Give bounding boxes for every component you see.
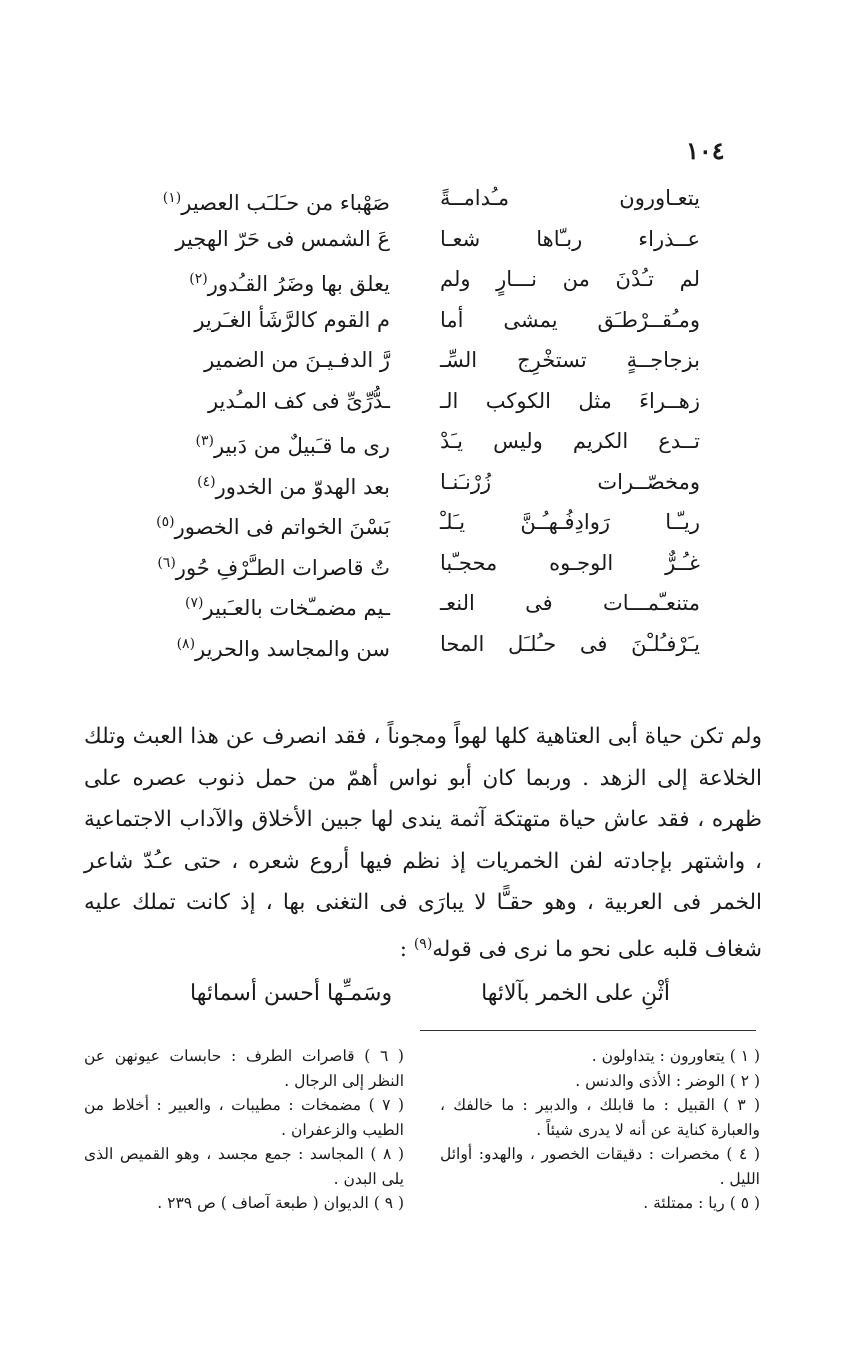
verse-second-hemistich xyxy=(130,381,390,421)
prose-paragraph xyxy=(84,716,762,970)
prose-end: : xyxy=(399,936,414,962)
footnote: ( ٧ ) مضمخات : مطيبات ، والعبير : أخلاط من الطيب والزعفران . xyxy=(84,1096,404,1139)
verse-second-hemistich-text: بَسْنَ الخواتم فى الخصور xyxy=(174,515,390,539)
footnote: ( ٤ ) مخصرات : دقيقات الخصور ، والهدو: أوائل الليل . xyxy=(440,1145,760,1188)
verse-first-hemistich: زهــراءَ مثل الكوكب الـ xyxy=(440,388,700,413)
footnote: ( ٣ ) القبيل : ما قابلك ، والدبير : ما خالفك ، والعبارة كناية عن أنه لا يدرى شيئاً . xyxy=(440,1096,760,1139)
verse-footnote-marker: (٣) xyxy=(195,433,214,449)
verse-footnote-marker: (٨) xyxy=(176,635,196,652)
verse-second-hemistich xyxy=(130,502,390,547)
verse-first-hemistich: عــذراء ربـّاها شعـا xyxy=(440,226,700,251)
verse-second-hemistich-text: يعلق بها وضَرُ القـُدور xyxy=(207,272,390,296)
poem-verse xyxy=(140,219,700,260)
poem-verse xyxy=(140,178,700,219)
prose-footnote-marker: (٩) xyxy=(413,935,433,952)
poem-verse xyxy=(140,381,700,422)
verse-second-hemistich xyxy=(130,543,390,588)
footnote: ( ٩ ) الديوان ( طبعة آصاف ) ص ٢٣٩ . xyxy=(157,1194,404,1212)
poem-verse xyxy=(140,340,700,381)
verse-second-hemistich xyxy=(130,340,390,380)
verse-footnote-marker: (٢) xyxy=(189,271,208,287)
verse-first-hemistich: يتعـاورون مـُدامــةً xyxy=(440,186,700,210)
verse-first-hemistich: ومـُقــرْطـَق يمشى أما xyxy=(440,307,700,332)
verse-second-hemistich-text: سن والمجاسد والحرير xyxy=(195,636,390,661)
verse-second-hemistich-text: م القوم كالرَّشَأ الغـَرير xyxy=(194,307,390,332)
verse-second-hemistich xyxy=(130,259,390,304)
verse-second-hemistich-text: ـدُّرِّىِّ فى كف المـُدير xyxy=(207,388,390,413)
verse-first-hemistich: ريـّـا رَوادِفُـهـُـنَّ يـَلـْ xyxy=(440,510,700,534)
verse-second-hemistich-text: عَ الشمس فى حَرّ الهجير xyxy=(175,226,390,251)
footnote: ( ٨ ) المجاسد : جمع مجسد ، وهو القميص الذى يلى البدن . xyxy=(84,1145,404,1188)
verse-footnote-marker: (١) xyxy=(162,190,182,206)
poem-verse xyxy=(140,462,700,503)
verse-first-hemistich: تــدع الكريم وليس يـَدْ xyxy=(440,429,700,453)
verse-first-hemistich: بزجاجــةٍ تستخْرِج السِّـ xyxy=(440,348,700,372)
footnotes-left-column xyxy=(84,1044,404,1216)
footnote: ( ٥ ) ريا : ممتلئة . xyxy=(643,1194,760,1212)
quoted-verse-second-hemistich: وسَمـِّها أحسن أسمائها xyxy=(190,981,393,1006)
poem-verse xyxy=(140,624,700,665)
verse-first-hemistich: غـُـرٌّ الوجـوه محجـّبا xyxy=(440,550,700,575)
verse-second-hemistich xyxy=(130,300,390,340)
quoted-verse xyxy=(150,972,670,1016)
poem-verse xyxy=(140,502,700,543)
footnote: ( ١ ) يتعاورون : يتداولون . xyxy=(591,1047,760,1065)
verse-second-hemistich xyxy=(130,624,390,669)
poem-verse xyxy=(140,300,700,341)
prose-text: ولم تكن حياة أبى العتاهية كلها لهواً ومجوناً ، فقد انصرف عن هذا العبث وتلك الخلاعة إلى الزهد . وربما كان أبو نواس أهمّ من حمل ذنوب عصره على ظهره ، فقد عاش حياة متهتكة آثمة يندى لها جبين الأخلاق والآداب الاجتماعية ، واشتهر بإجادته لفن الخمريات إذ نظم فيها أروع شعره ، حتى عـُدّ شاعر الخمر فى العربية ، وهو حقـًّا لا يبارَى فى التغنى بها ، إذ كانت تملك عليه شغاف قلبه على نحو ما نرى فى قوله xyxy=(84,724,762,962)
verse-second-hemistich xyxy=(130,178,390,223)
verse-second-hemistich-text: ـيم مضمـّخات بالعـَبير xyxy=(203,596,390,620)
poem-verse xyxy=(140,259,700,300)
poem-verse xyxy=(140,583,700,624)
verse-second-hemistich xyxy=(130,219,390,259)
verse-footnote-marker: (٥) xyxy=(156,514,175,530)
verse-second-hemistich-text: تٌ قاصرات الطـَّرْفِ حُور xyxy=(175,555,390,580)
verse-second-hemistich-text: صَهْباء من حـَلـَب العصير xyxy=(181,191,390,215)
quoted-verse-first-hemistich: أثْنِ على الخمر بآلائها xyxy=(481,981,670,1006)
footnotes-right-column xyxy=(440,1044,760,1216)
verse-footnote-marker: (٤) xyxy=(197,473,216,490)
verse-first-hemistich: لم تـُدْنَ من نـــارٍ ولم xyxy=(440,267,700,291)
verse-footnote-marker: (٦) xyxy=(157,554,176,571)
poem-verse xyxy=(140,421,700,462)
verse-footnote-marker: (٧) xyxy=(185,595,204,611)
footnote-separator xyxy=(420,1030,756,1031)
verse-second-hemistich-text: رى ما قـَبيلٌ من دَبير xyxy=(213,434,390,458)
poem xyxy=(140,178,700,664)
verse-second-hemistich xyxy=(130,462,390,507)
footnote: ( ٦ ) قاصرات الطرف : حابسات عيونهن عن النظر إلى الرجال . xyxy=(84,1047,404,1090)
verse-second-hemistich-text: بعد الهدوّ من الخدور xyxy=(215,474,390,499)
poem-verse xyxy=(140,543,700,584)
verse-second-hemistich xyxy=(130,583,390,628)
verse-second-hemistich xyxy=(130,421,390,466)
verse-first-hemistich: متنعـّمـــات فى النعـ xyxy=(440,591,700,615)
verse-first-hemistich: يـَرْفـُلـْنَ فى حـُلـَل المحا xyxy=(440,631,700,656)
verse-second-hemistich-text: رَّ الدفـيـنَ من الضمير xyxy=(204,348,390,372)
verse-first-hemistich: ومخصّــرات زُرْنـَنـا xyxy=(440,469,700,494)
page-number: ١٠٤ xyxy=(686,136,725,165)
footnote: ( ٢ ) الوضر : الأذى والدنس . xyxy=(575,1071,760,1090)
